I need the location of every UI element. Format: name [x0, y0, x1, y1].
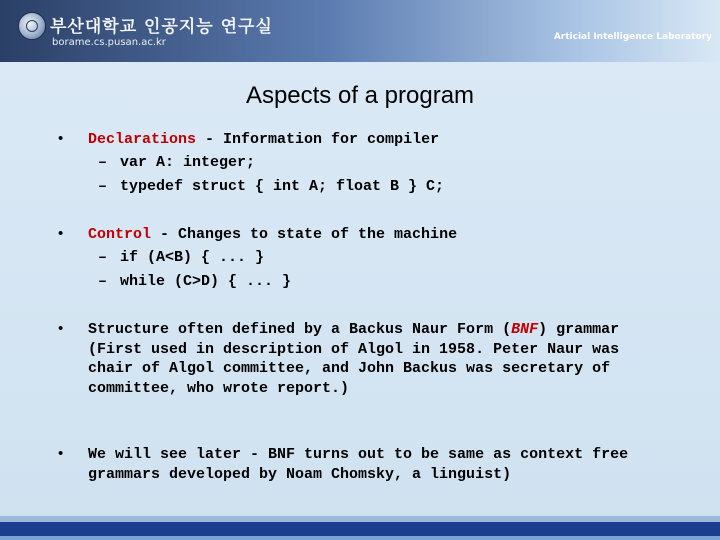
bullet-icon: • — [58, 225, 64, 242]
keyword-declarations: Declarations — [88, 131, 197, 148]
university-logo-icon — [18, 12, 46, 40]
bullet-icon: • — [58, 320, 64, 337]
lab-name: Articial Intelligence Laboratory — [553, 32, 712, 42]
bullet-text: ) grammar (First used in description of Algol in 1958. Peter Naur was chair of Algol committee, and John Backus was secretary of committee, who wrote report.) — [88, 321, 629, 397]
bullet-icon: • — [58, 130, 64, 147]
bullet-text: - Information for compiler — [196, 131, 440, 148]
bullet-text: We will see later - BNF turns out to be same as context free grammars developed by Noam Chomsky, a linguist) — [88, 446, 638, 483]
keyword-control: Control — [88, 226, 152, 243]
footer-stripe — [0, 536, 720, 540]
bullet-icon: • — [58, 445, 64, 462]
slide-title: Aspects of a program — [245, 82, 475, 109]
lab-url: borame.cs.pusan.ac.kr — [52, 37, 166, 48]
header-banner — [0, 0, 720, 62]
sub-item: – while (C>D) { ... } — [98, 273, 292, 290]
sub-item: – typedef struct { int A; float B } C; — [98, 178, 445, 195]
university-name: 부산대학교 인공지능 연구실 — [50, 17, 273, 37]
sub-item: – if (A<B) { ... } — [98, 249, 265, 266]
sub-item: – var A: integer; — [98, 154, 256, 171]
footer-stripe — [0, 522, 720, 536]
bnf-term: BNF — [511, 321, 539, 338]
bullet-text: - Changes to state of the machine — [151, 226, 458, 243]
bullet-text: Structure often defined by a Backus Naur Form ( — [88, 321, 512, 338]
